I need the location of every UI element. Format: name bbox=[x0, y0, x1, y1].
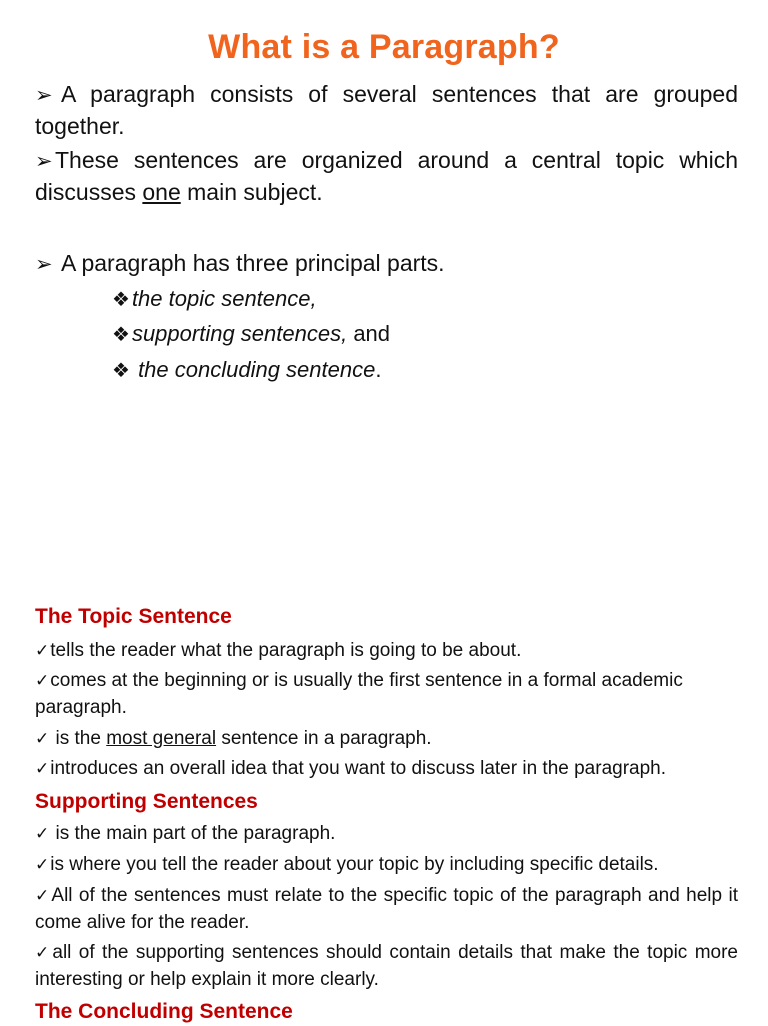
intro-bullet-2-underlined: one bbox=[142, 179, 181, 205]
diamond-bullet-icon: ❖ bbox=[112, 324, 130, 346]
part-item-plain: and bbox=[347, 321, 391, 346]
check-bullet-icon: ✓ bbox=[35, 759, 50, 778]
check-bullet-icon: ✓ bbox=[35, 943, 52, 962]
intro-bullet-2-text-pre: These sentences are organized around a central topic which discusses bbox=[35, 147, 738, 205]
check-bullet-icon: ✓ bbox=[35, 886, 51, 905]
supporting-item-2 bbox=[35, 851, 738, 878]
section-heading-supporting-sentences: Supporting Sentences bbox=[35, 790, 258, 813]
diamond-bullet-icon: ❖ bbox=[112, 360, 130, 382]
supporting-item-3-text: All of the sentences must relate to the specific topic of the paragraph and help it come alive for the reader. bbox=[35, 885, 739, 933]
supporting-item-4 bbox=[35, 939, 738, 993]
part-item-topic bbox=[112, 284, 317, 315]
part-item-concluding bbox=[112, 355, 381, 386]
topic-item-2-text: comes at the beginning or is usually the first sentence in a formal academic paragraph. bbox=[35, 670, 683, 718]
arrow-bullet-icon: ➢ bbox=[35, 253, 53, 276]
intro-bullet-3-text: A paragraph has three principal parts. bbox=[61, 250, 445, 276]
arrow-bullet-icon: ➢ bbox=[35, 84, 53, 107]
intro-bullet-3 bbox=[35, 248, 738, 280]
section-heading-concluding-sentence: The Concluding Sentence bbox=[35, 1000, 293, 1023]
intro-bullet-1-text: A paragraph consists of several sentences that are grouped together. bbox=[35, 81, 738, 139]
topic-item-3-text-pre: is the bbox=[55, 728, 107, 749]
supporting-item-4-text: all of the supporting sentences should contain details that make the topic more interesting or help explain it more clearly. bbox=[35, 942, 738, 990]
part-item-italic: the concluding sentence bbox=[138, 357, 376, 382]
supporting-item-2-text: is where you tell the reader about your topic by including specific details. bbox=[50, 854, 659, 875]
part-item-italic: supporting sentences, bbox=[131, 321, 348, 346]
topic-item-4 bbox=[35, 755, 738, 782]
topic-item-3-text-post: sentence in a paragraph. bbox=[216, 728, 432, 749]
topic-item-3 bbox=[35, 725, 738, 752]
part-item-supporting bbox=[112, 319, 390, 350]
intro-bullet-2-text-post: main subject. bbox=[180, 179, 323, 205]
part-item-plain: . bbox=[375, 357, 382, 382]
supporting-item-3 bbox=[35, 882, 738, 936]
page-title: What is a Paragraph? bbox=[208, 28, 560, 66]
supporting-item-1-text: is the main part of the paragraph. bbox=[55, 823, 336, 844]
check-bullet-icon: ✓ bbox=[35, 855, 50, 874]
check-bullet-icon: ✓ bbox=[35, 729, 50, 748]
topic-item-1-text: tells the reader what the paragraph is going to be about. bbox=[50, 640, 522, 661]
section-heading-topic-sentence: The Topic Sentence bbox=[35, 605, 232, 628]
intro-bullet-2 bbox=[35, 145, 738, 207]
part-item-italic: the topic sentence, bbox=[131, 286, 317, 311]
topic-item-2 bbox=[35, 667, 738, 721]
supporting-item-1 bbox=[35, 820, 738, 847]
topic-item-4-text: introduces an overall idea that you want to discuss later in the paragraph. bbox=[50, 758, 667, 779]
check-bullet-icon: ✓ bbox=[35, 641, 50, 660]
arrow-bullet-icon: ➢ bbox=[35, 150, 53, 173]
diamond-bullet-icon: ❖ bbox=[112, 289, 130, 311]
topic-item-3-underlined: most general bbox=[106, 728, 217, 749]
check-bullet-icon: ✓ bbox=[35, 824, 50, 843]
topic-item-1 bbox=[35, 637, 738, 664]
intro-bullet-1 bbox=[35, 79, 738, 141]
check-bullet-icon: ✓ bbox=[35, 671, 50, 690]
